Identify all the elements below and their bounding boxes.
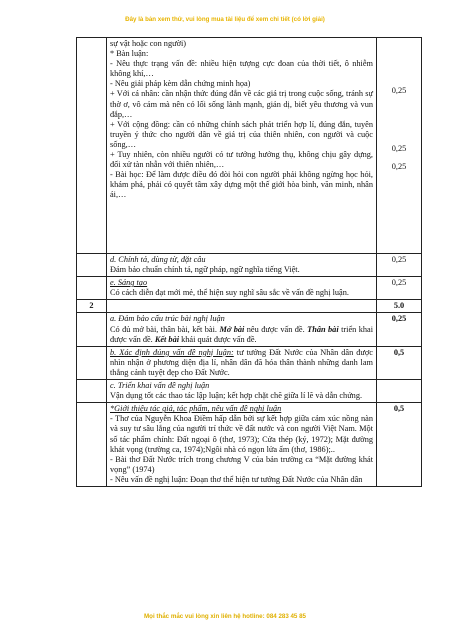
criterion-title: c. Triển khai vấn đề nghị luận [110, 381, 210, 391]
score-value: 0,5 [377, 346, 422, 379]
table-row [77, 313, 422, 346]
table-row [77, 300, 422, 313]
text-line: + Với cá nhân: cần nhận thức đúng đắn về các giá trị trong cuộc sống, tránh sự thờ ơ, vô cảm mà nên có lối sống lành mạnh, giản dị, biết yêu thương và vun đắp,… [110, 89, 373, 119]
criterion-text: b. Xác định đúng vấn đề nghị luận: tư tưởng Đất Nước của Nhân dân được nhìn nhận ở phương diện địa lí, nhân dân đã hóa thân thành những danh lam thắng cảnh tuyệt đẹp cho Đất Nước. [110, 347, 373, 377]
criterion-title: d. Chính tả, dùng từ, đặt câu [110, 255, 206, 264]
answer-table [76, 37, 422, 487]
text-line: - Nêu vấn đề nghị luận: Đoạn thơ thể hiện tư tưởng Đất Nước của Nhân dân [110, 474, 363, 484]
text-line: * Bàn luận: [110, 49, 149, 59]
criterion-text: Có đủ mở bài, thân bài, kết bài. Mở bài nêu được vấn đề. Thân bài triển khai được vấn đề. Kết bài khái quát được vấn đề. [110, 324, 374, 344]
text-line: + Với cộng đồng: cần có những chính sách phát triển hợp lí, đúng đắn, tuyên truyền ý thức cho người dân về giá trị của thiên nhiên, con người và cuộc sống,… [110, 119, 373, 149]
criterion-text: Vận dụng tốt các thao tác lập luận; kết hợp chặt chẽ giữa lí lẽ và dẫn chứng. [110, 391, 363, 401]
text-line: - Nêu thực trạng vấn đề: nhiều hiện tượng cực đoan của thời tiết, ô nhiễm không khí,… [110, 59, 373, 79]
score-value: 0,5 [377, 403, 422, 487]
table-row [77, 380, 422, 403]
content-cell [107, 277, 377, 300]
text-line: - Bài học: Để làm được điều đó đòi hỏi con người phải không ngừng học hỏi, khám phá, phải có quyết tâm xây dựng một thế giới hòa bình, văn minh, nhân ái,… [110, 170, 373, 200]
question-number: 2 [77, 300, 107, 313]
table-row [77, 403, 422, 487]
text-line: - Bài thơ Đất Nước trích trong chương V của bản trường ca “Mặt đường khát vọng” (1974) [110, 454, 373, 474]
content-cell [107, 313, 377, 346]
table-row [77, 38, 422, 254]
score-value: 0,25 [391, 144, 407, 154]
text-line: - Thơ của Nguyễn Khoa Điềm hấp dẫn bởi sự kết hợp giữa cảm xúc nồng nàn và suy tư sâu lắng của người trí thức về đất nước và con người Việt Nam. Một số tác phẩm chính: Đất ngoại ô (thơ, 1973); Cửa thép (ký, 1972); Mặt đường khát vọng (trường ca, 1974);Ngôi nhà có ngọn lửa ấm (thơ, 1986);.. [110, 414, 373, 454]
criterion-title: a. Đảm bảo cấu trúc bài nghị luận [110, 314, 225, 324]
criterion-text: Đảm bảo chuẩn chính tả, ngữ pháp, ngữ nghĩa tiếng Việt. [110, 265, 300, 275]
content-cell [107, 254, 377, 277]
criterion-title: e. Sáng tạo [110, 278, 148, 288]
content-cell [107, 38, 377, 254]
score-value: 0,25 [391, 162, 407, 172]
table-row [77, 254, 422, 277]
text-line: + Tuy nhiên, còn nhiều người có tư tưởng hưởng thụ, không chịu gây dựng, đối xử tàn nhẫn với thiên nhiên,… [110, 150, 373, 170]
score-value: 5.0 [377, 300, 422, 313]
preview-banner: Đây là bản xem thử, vui lòng mua tài liệu để xem chi tiết (có lời giải) [125, 16, 325, 23]
content-cell [107, 346, 377, 379]
score-value: 0,25 [377, 254, 422, 277]
hotline-banner: Mọi thắc mắc vui lòng xin liên hệ hotline: 084 283 45 85 [144, 613, 306, 620]
table-row [77, 346, 422, 379]
score-cell [377, 38, 422, 254]
text-line: - Nêu giải pháp kèm dẫn chứng minh họa) [110, 79, 251, 89]
text-line: sự vật hoặc con người) [110, 39, 187, 48]
content-cell [107, 403, 377, 487]
criterion-title: *Giới thiệu tác giả, tác phẩm, nêu vấn đề nghị luận [110, 404, 282, 414]
criterion-text: Có cách diễn đạt mới mẻ, thể hiện suy nghĩ sâu sắc về vấn đề nghị luận. [110, 288, 349, 298]
score-value: 0,25 [377, 277, 422, 300]
content-cell [107, 380, 377, 403]
score-value: 0,25 [377, 313, 422, 346]
table-row [77, 277, 422, 300]
score-value: 0,25 [391, 86, 407, 95]
